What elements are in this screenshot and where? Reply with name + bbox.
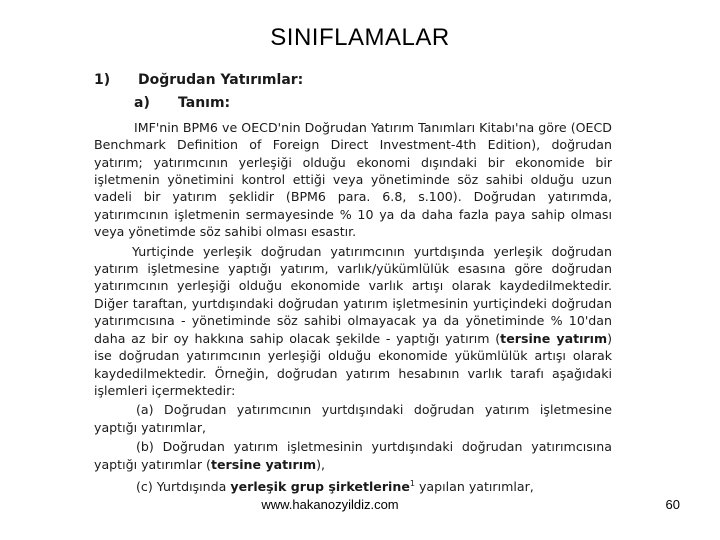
list-item-c [94,475,612,496]
list-item-c-text-2: yapılan yatırımlar, [414,479,534,495]
list-item-b-text-1: (b) Doğrudan yatırım işletmesinin yurtdışındaki doğrudan yatırımcısına yaptığı yatırımlar ( [94,439,612,472]
explanation-text-2: ) ise doğrudan yatırımcının yerleşiği olduğu ekonomide yükümlülük artışı olarak kaydedilmektedir. Örneğin, doğrudan yatırım hesabının varlık tarafı aşağıdaki işlemleri içermektedir: [94,330,612,398]
page-number: 60 [665,497,680,512]
explanation-paragraph [94,243,612,400]
subsection-title: Tanım: [178,95,231,112]
list-item-b-bold: tersine yatırım [210,456,317,472]
footnote-marker: 1 [409,478,415,488]
list-item-b [94,438,612,473]
section-heading [94,72,612,89]
slide-title: SINIFLAMALAR [270,24,450,51]
list-item-c-bold: yerleşik grup şirketlerine [230,479,410,495]
explanation-text-1: Yurtiçinde yerleşik doğrudan yatırımcının yurtdışında yerleşik doğrudan yatırım işletmesine yaptığı yatırım, varlık/yükümlülük esasına göre doğrudan yatırımcının yerleşiği olduğu ekonomide varlık artışı olarak kaydedilmektedir. Diğer taraftan, yurtdışındaki doğrudan yatırım işletmesinin yurtiçindeki doğrudan yatırımcısına - yönetiminde söz sahibi olmayacak ya da yönetiminde % 10'dan daha az bir oy hakkına sahip olacak şekilde - yaptığı yatırım ( [94,243,612,346]
definition-paragraph: IMF'nin BPM6 ve OECD'nin Doğrudan Yatırım Tanımları Kitabı'na göre (OECD Benchmark Definition of Foreign Direct Investment-4th Edition), doğrudan yatırım; yatırımcının yerleşiği olduğu ekonomi dışındaki bir ekonomide bir işletmenin yönetimini kontrol ettiği veya yönetiminde söz sahibi olduğu uzun vadeli bir yatırım şeklidir (BPM6 para. 6.8, s.100). Doğrudan yatırımda, yatırımcının işletmenin sermayesinde % 10 ya da daha fazla paya sahip olması veya yönetimde söz sahibi olması esastır. [94,119,612,240]
subsection-letter: a) [134,95,150,112]
section-title: Doğrudan Yatırımlar: [138,72,304,88]
section-number: 1) [94,72,111,88]
document-excerpt [94,72,612,498]
reverse-investment-term: tersine yatırım [500,330,608,346]
subsection-heading [134,95,612,112]
list-item-c-text-1: (c) Yurtdışında [136,479,231,495]
footer-url: www.hakanozyildiz.com [261,497,399,512]
list-item-a: (a) Doğrudan yatırımcının yurtdışındaki doğrudan yatırım işletmesine yaptığı yatırımlar, [94,402,612,435]
list-item-b-text-2: ), [316,456,326,472]
